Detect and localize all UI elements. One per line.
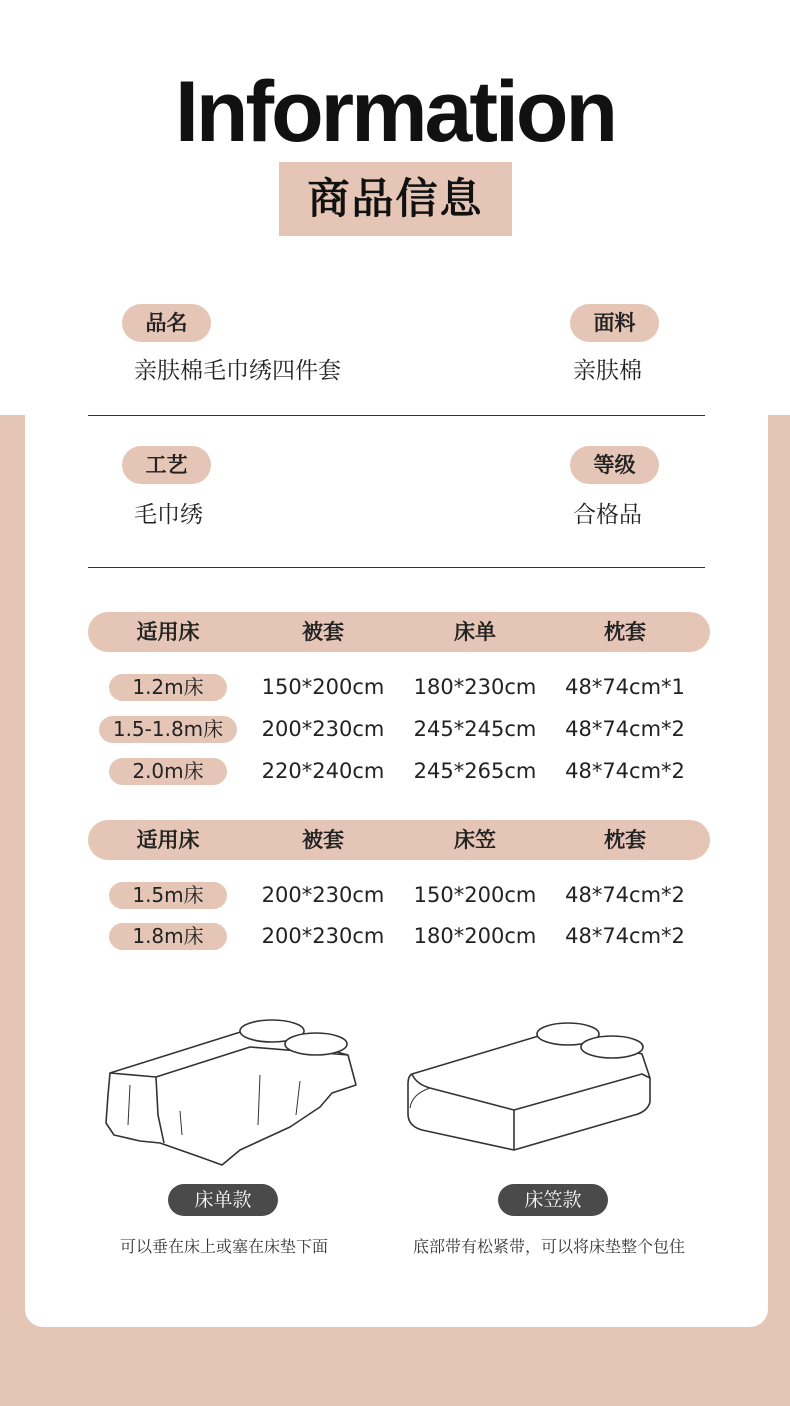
flat-sheet-style-badge: 床单款 [168, 1184, 278, 1216]
table1-row-bed: 2.0m床 [109, 758, 227, 785]
table2-row-bed: 1.8m床 [109, 923, 227, 950]
table2-header-pillowcase: 枕套 [604, 828, 646, 852]
table1-cell: 48*74cm*1 [565, 675, 685, 699]
table1-header-pillowcase: 枕套 [604, 620, 646, 644]
table1-cell: 48*74cm*2 [565, 717, 685, 741]
table2-cell: 200*230cm [261, 924, 385, 948]
table1-header-duvet: 被套 [302, 620, 344, 644]
content-card [25, 395, 768, 1327]
value-craft: 毛巾绣 [134, 502, 203, 528]
table2-header-duvet: 被套 [302, 828, 344, 852]
fitted-sheet-style-badge: 床笠款 [498, 1184, 608, 1216]
table1-cell: 180*230cm [413, 675, 537, 699]
table1-cell: 48*74cm*2 [565, 759, 685, 783]
divider [88, 567, 705, 568]
table1-header-bed: 适用床 [136, 620, 200, 644]
table1-cell: 150*200cm [261, 675, 385, 699]
flat-sheet-bed-illustration [100, 1015, 362, 1173]
title-english: Information [175, 64, 615, 160]
table1-cell: 245*245cm [413, 717, 537, 741]
flat-sheet-description: 可以垂在床上或塞在床垫下面 [119, 1237, 329, 1256]
value-product-name: 亲肤棉毛巾绣四件套 [134, 358, 341, 384]
divider [88, 415, 705, 416]
value-grade: 合格品 [573, 502, 642, 528]
table2-header [88, 820, 710, 860]
value-fabric: 亲肤棉 [573, 358, 642, 384]
label-product-name: 品名 [122, 304, 211, 342]
table2-cell: 150*200cm [413, 883, 537, 907]
fitted-sheet-bed-illustration [402, 1018, 660, 1156]
table1-header [88, 612, 710, 652]
title-chinese: 商品信息 [279, 162, 512, 236]
table2-cell: 200*230cm [261, 883, 385, 907]
table1-cell: 220*240cm [261, 759, 385, 783]
table1-row-bed: 1.2m床 [109, 674, 227, 701]
label-fabric: 面料 [570, 304, 659, 342]
table1-cell: 200*230cm [261, 717, 385, 741]
table2-header-bed: 适用床 [136, 828, 200, 852]
table2-cell: 48*74cm*2 [565, 924, 685, 948]
table1-row-bed: 1.5-1.8m床 [99, 716, 237, 743]
table1-cell: 245*265cm [413, 759, 537, 783]
table2-cell: 180*200cm [413, 924, 537, 948]
label-craft: 工艺 [122, 446, 211, 484]
label-grade: 等级 [570, 446, 659, 484]
fitted-sheet-description: 底部带有松紧带，可以将床垫整个包住 [412, 1237, 686, 1256]
table2-cell: 48*74cm*2 [565, 883, 685, 907]
table2-header-fitted-sheet: 床笠 [454, 828, 496, 852]
table1-header-sheet: 床单 [454, 620, 496, 644]
table2-row-bed: 1.5m床 [109, 882, 227, 909]
